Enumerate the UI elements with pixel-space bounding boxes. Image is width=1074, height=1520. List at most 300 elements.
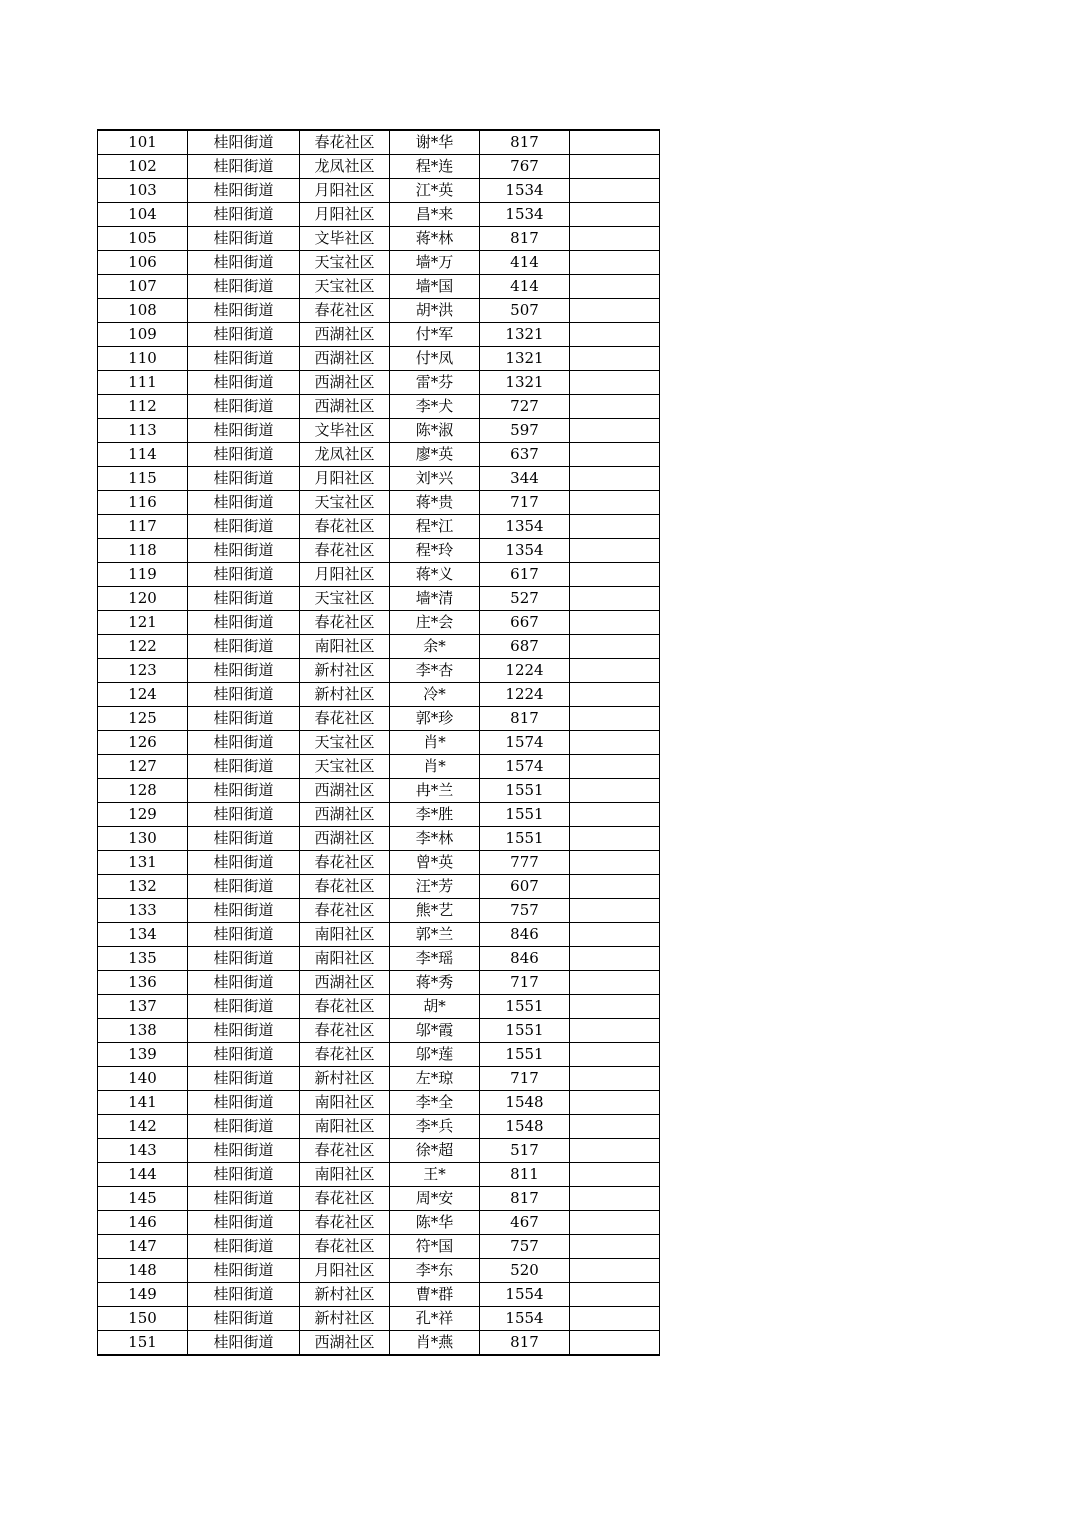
street-cell: 桂阳街道 xyxy=(188,539,300,563)
street-cell: 桂阳街道 xyxy=(188,227,300,251)
name-cell: 曹*群 xyxy=(390,1283,480,1307)
remark-cell xyxy=(570,731,660,755)
row-number-cell: 151 xyxy=(98,1331,188,1356)
table-row xyxy=(98,539,660,563)
remark-cell xyxy=(570,851,660,875)
name-cell: 蒋*林 xyxy=(390,227,480,251)
row-number-cell: 106 xyxy=(98,251,188,275)
amount-cell: 1321 xyxy=(480,347,570,371)
table-row xyxy=(98,443,660,467)
row-number-cell: 128 xyxy=(98,779,188,803)
amount-cell: 1224 xyxy=(480,659,570,683)
remark-cell xyxy=(570,563,660,587)
street-cell: 桂阳街道 xyxy=(188,563,300,587)
name-cell: 李*瑶 xyxy=(390,947,480,971)
community-cell: 天宝社区 xyxy=(300,731,390,755)
row-number-cell: 104 xyxy=(98,203,188,227)
remark-cell xyxy=(570,1211,660,1235)
street-cell: 桂阳街道 xyxy=(188,1139,300,1163)
street-cell: 桂阳街道 xyxy=(188,851,300,875)
remark-cell xyxy=(570,611,660,635)
name-cell: 蒋*义 xyxy=(390,563,480,587)
row-number-cell: 130 xyxy=(98,827,188,851)
name-cell: 胡* xyxy=(390,995,480,1019)
remark-cell xyxy=(570,323,660,347)
table-row xyxy=(98,419,660,443)
table-row xyxy=(98,515,660,539)
street-cell: 桂阳街道 xyxy=(188,1259,300,1283)
amount-cell: 727 xyxy=(480,395,570,419)
amount-cell: 757 xyxy=(480,899,570,923)
street-cell: 桂阳街道 xyxy=(188,731,300,755)
name-cell: 郭*珍 xyxy=(390,707,480,731)
row-number-cell: 117 xyxy=(98,515,188,539)
remark-cell xyxy=(570,130,660,155)
remark-cell xyxy=(570,275,660,299)
community-cell: 新村社区 xyxy=(300,659,390,683)
community-cell: 春花社区 xyxy=(300,875,390,899)
street-cell: 桂阳街道 xyxy=(188,1019,300,1043)
street-cell: 桂阳街道 xyxy=(188,755,300,779)
street-cell: 桂阳街道 xyxy=(188,371,300,395)
table-row xyxy=(98,299,660,323)
community-cell: 文毕社区 xyxy=(300,419,390,443)
remark-cell xyxy=(570,179,660,203)
name-cell: 付*凤 xyxy=(390,347,480,371)
row-number-cell: 146 xyxy=(98,1211,188,1235)
community-cell: 南阳社区 xyxy=(300,947,390,971)
row-number-cell: 116 xyxy=(98,491,188,515)
name-cell: 胡*洪 xyxy=(390,299,480,323)
street-cell: 桂阳街道 xyxy=(188,1067,300,1091)
table-row xyxy=(98,1139,660,1163)
row-number-cell: 124 xyxy=(98,683,188,707)
remark-cell xyxy=(570,659,660,683)
street-cell: 桂阳街道 xyxy=(188,827,300,851)
community-cell: 春花社区 xyxy=(300,1211,390,1235)
name-cell: 李*杏 xyxy=(390,659,480,683)
name-cell: 李*胜 xyxy=(390,803,480,827)
row-number-cell: 119 xyxy=(98,563,188,587)
amount-cell: 597 xyxy=(480,419,570,443)
name-cell: 熊*艺 xyxy=(390,899,480,923)
street-cell: 桂阳街道 xyxy=(188,515,300,539)
name-cell: 王* xyxy=(390,1163,480,1187)
row-number-cell: 103 xyxy=(98,179,188,203)
amount-cell: 517 xyxy=(480,1139,570,1163)
table-row xyxy=(98,803,660,827)
row-number-cell: 141 xyxy=(98,1091,188,1115)
row-number-cell: 150 xyxy=(98,1307,188,1331)
amount-cell: 846 xyxy=(480,923,570,947)
table-row xyxy=(98,130,660,155)
community-cell: 春花社区 xyxy=(300,1139,390,1163)
community-cell: 新村社区 xyxy=(300,1283,390,1307)
table-row xyxy=(98,971,660,995)
amount-cell: 1354 xyxy=(480,539,570,563)
community-cell: 西湖社区 xyxy=(300,323,390,347)
amount-cell: 1574 xyxy=(480,755,570,779)
name-cell: 冉*兰 xyxy=(390,779,480,803)
name-cell: 李*犬 xyxy=(390,395,480,419)
table-row xyxy=(98,683,660,707)
row-number-cell: 147 xyxy=(98,1235,188,1259)
table-row xyxy=(98,1091,660,1115)
name-cell: 李*兵 xyxy=(390,1115,480,1139)
community-cell: 西湖社区 xyxy=(300,1331,390,1356)
row-number-cell: 136 xyxy=(98,971,188,995)
row-number-cell: 132 xyxy=(98,875,188,899)
amount-cell: 717 xyxy=(480,971,570,995)
name-cell: 左*琼 xyxy=(390,1067,480,1091)
name-cell: 庄*会 xyxy=(390,611,480,635)
name-cell: 周*安 xyxy=(390,1187,480,1211)
amount-cell: 767 xyxy=(480,155,570,179)
remark-cell xyxy=(570,1331,660,1356)
street-cell: 桂阳街道 xyxy=(188,1115,300,1139)
table-row xyxy=(98,659,660,683)
community-cell: 春花社区 xyxy=(300,995,390,1019)
row-number-cell: 123 xyxy=(98,659,188,683)
community-cell: 西湖社区 xyxy=(300,779,390,803)
table-row xyxy=(98,995,660,1019)
table-body xyxy=(98,130,660,1355)
amount-cell: 687 xyxy=(480,635,570,659)
community-cell: 月阳社区 xyxy=(300,467,390,491)
remark-cell xyxy=(570,947,660,971)
remark-cell xyxy=(570,683,660,707)
row-number-cell: 107 xyxy=(98,275,188,299)
street-cell: 桂阳街道 xyxy=(188,395,300,419)
table-row xyxy=(98,1163,660,1187)
name-cell: 程*连 xyxy=(390,155,480,179)
table-row xyxy=(98,1235,660,1259)
row-number-cell: 115 xyxy=(98,467,188,491)
street-cell: 桂阳街道 xyxy=(188,923,300,947)
street-cell: 桂阳街道 xyxy=(188,347,300,371)
row-number-cell: 109 xyxy=(98,323,188,347)
amount-cell: 1534 xyxy=(480,179,570,203)
street-cell: 桂阳街道 xyxy=(188,1283,300,1307)
name-cell: 符*国 xyxy=(390,1235,480,1259)
community-cell: 新村社区 xyxy=(300,1067,390,1091)
amount-cell: 1321 xyxy=(480,323,570,347)
amount-cell: 607 xyxy=(480,875,570,899)
row-number-cell: 133 xyxy=(98,899,188,923)
remark-cell xyxy=(570,203,660,227)
row-number-cell: 142 xyxy=(98,1115,188,1139)
street-cell: 桂阳街道 xyxy=(188,635,300,659)
community-cell: 天宝社区 xyxy=(300,275,390,299)
data-table xyxy=(97,129,660,1356)
community-cell: 文毕社区 xyxy=(300,227,390,251)
row-number-cell: 137 xyxy=(98,995,188,1019)
table-row xyxy=(98,635,660,659)
remark-cell xyxy=(570,923,660,947)
amount-cell: 1224 xyxy=(480,683,570,707)
street-cell: 桂阳街道 xyxy=(188,443,300,467)
street-cell: 桂阳街道 xyxy=(188,587,300,611)
community-cell: 月阳社区 xyxy=(300,203,390,227)
remark-cell xyxy=(570,491,660,515)
community-cell: 春花社区 xyxy=(300,1187,390,1211)
street-cell: 桂阳街道 xyxy=(188,803,300,827)
street-cell: 桂阳街道 xyxy=(188,995,300,1019)
table-row xyxy=(98,251,660,275)
community-cell: 天宝社区 xyxy=(300,587,390,611)
name-cell: 李*林 xyxy=(390,827,480,851)
row-number-cell: 110 xyxy=(98,347,188,371)
remark-cell xyxy=(570,1307,660,1331)
remark-cell xyxy=(570,1283,660,1307)
remark-cell xyxy=(570,1019,660,1043)
community-cell: 春花社区 xyxy=(300,299,390,323)
community-cell: 春花社区 xyxy=(300,539,390,563)
table-row xyxy=(98,1211,660,1235)
name-cell: 汪*芳 xyxy=(390,875,480,899)
amount-cell: 1551 xyxy=(480,1019,570,1043)
row-number-cell: 113 xyxy=(98,419,188,443)
row-number-cell: 138 xyxy=(98,1019,188,1043)
table-row xyxy=(98,1067,660,1091)
name-cell: 冷* xyxy=(390,683,480,707)
table-row xyxy=(98,563,660,587)
street-cell: 桂阳街道 xyxy=(188,1043,300,1067)
community-cell: 春花社区 xyxy=(300,130,390,155)
remark-cell xyxy=(570,1259,660,1283)
row-number-cell: 101 xyxy=(98,130,188,155)
remark-cell xyxy=(570,1163,660,1187)
street-cell: 桂阳街道 xyxy=(188,779,300,803)
remark-cell xyxy=(570,155,660,179)
name-cell: 陈*淑 xyxy=(390,419,480,443)
remark-cell xyxy=(570,299,660,323)
row-number-cell: 122 xyxy=(98,635,188,659)
community-cell: 西湖社区 xyxy=(300,347,390,371)
table-row xyxy=(98,1259,660,1283)
amount-cell: 1548 xyxy=(480,1115,570,1139)
remark-cell xyxy=(570,371,660,395)
street-cell: 桂阳街道 xyxy=(188,203,300,227)
street-cell: 桂阳街道 xyxy=(188,179,300,203)
street-cell: 桂阳街道 xyxy=(188,251,300,275)
remark-cell xyxy=(570,515,660,539)
community-cell: 新村社区 xyxy=(300,683,390,707)
amount-cell: 344 xyxy=(480,467,570,491)
amount-cell: 717 xyxy=(480,1067,570,1091)
name-cell: 郭*兰 xyxy=(390,923,480,947)
remark-cell xyxy=(570,1235,660,1259)
community-cell: 西湖社区 xyxy=(300,971,390,995)
table-row xyxy=(98,1307,660,1331)
street-cell: 桂阳街道 xyxy=(188,1331,300,1356)
amount-cell: 757 xyxy=(480,1235,570,1259)
community-cell: 春花社区 xyxy=(300,1019,390,1043)
remark-cell xyxy=(570,635,660,659)
street-cell: 桂阳街道 xyxy=(188,467,300,491)
remark-cell xyxy=(570,467,660,491)
table-row xyxy=(98,1043,660,1067)
name-cell: 徐*超 xyxy=(390,1139,480,1163)
row-number-cell: 127 xyxy=(98,755,188,779)
community-cell: 春花社区 xyxy=(300,707,390,731)
community-cell: 南阳社区 xyxy=(300,1115,390,1139)
community-cell: 天宝社区 xyxy=(300,251,390,275)
row-number-cell: 125 xyxy=(98,707,188,731)
name-cell: 江*英 xyxy=(390,179,480,203)
name-cell: 肖* xyxy=(390,731,480,755)
community-cell: 月阳社区 xyxy=(300,1259,390,1283)
name-cell: 墙*万 xyxy=(390,251,480,275)
row-number-cell: 108 xyxy=(98,299,188,323)
table-row xyxy=(98,1331,660,1356)
row-number-cell: 102 xyxy=(98,155,188,179)
remark-cell xyxy=(570,707,660,731)
row-number-cell: 120 xyxy=(98,587,188,611)
community-cell: 西湖社区 xyxy=(300,827,390,851)
remark-cell xyxy=(570,971,660,995)
row-number-cell: 144 xyxy=(98,1163,188,1187)
remark-cell xyxy=(570,875,660,899)
row-number-cell: 139 xyxy=(98,1043,188,1067)
row-number-cell: 111 xyxy=(98,371,188,395)
street-cell: 桂阳街道 xyxy=(188,419,300,443)
community-cell: 南阳社区 xyxy=(300,635,390,659)
row-number-cell: 114 xyxy=(98,443,188,467)
amount-cell: 817 xyxy=(480,130,570,155)
amount-cell: 617 xyxy=(480,563,570,587)
name-cell: 陈*华 xyxy=(390,1211,480,1235)
amount-cell: 1551 xyxy=(480,995,570,1019)
name-cell: 李*东 xyxy=(390,1259,480,1283)
table-row xyxy=(98,755,660,779)
remark-cell xyxy=(570,395,660,419)
name-cell: 邬*霞 xyxy=(390,1019,480,1043)
name-cell: 余* xyxy=(390,635,480,659)
row-number-cell: 135 xyxy=(98,947,188,971)
table-row xyxy=(98,1019,660,1043)
amount-cell: 667 xyxy=(480,611,570,635)
name-cell: 蒋*秀 xyxy=(390,971,480,995)
name-cell: 肖*燕 xyxy=(390,1331,480,1356)
name-cell: 廖*英 xyxy=(390,443,480,467)
remark-cell xyxy=(570,779,660,803)
name-cell: 墙*清 xyxy=(390,587,480,611)
name-cell: 肖* xyxy=(390,755,480,779)
street-cell: 桂阳街道 xyxy=(188,1307,300,1331)
amount-cell: 777 xyxy=(480,851,570,875)
table-row xyxy=(98,227,660,251)
table-row xyxy=(98,779,660,803)
row-number-cell: 118 xyxy=(98,539,188,563)
amount-cell: 717 xyxy=(480,491,570,515)
table-row xyxy=(98,179,660,203)
street-cell: 桂阳街道 xyxy=(188,323,300,347)
table-row xyxy=(98,923,660,947)
amount-cell: 811 xyxy=(480,1163,570,1187)
amount-cell: 1551 xyxy=(480,779,570,803)
remark-cell xyxy=(570,995,660,1019)
street-cell: 桂阳街道 xyxy=(188,1091,300,1115)
community-cell: 西湖社区 xyxy=(300,371,390,395)
amount-cell: 817 xyxy=(480,1187,570,1211)
remark-cell xyxy=(570,227,660,251)
table-row xyxy=(98,491,660,515)
table-row xyxy=(98,587,660,611)
amount-cell: 1551 xyxy=(480,1043,570,1067)
street-cell: 桂阳街道 xyxy=(188,155,300,179)
name-cell: 程*玲 xyxy=(390,539,480,563)
row-number-cell: 112 xyxy=(98,395,188,419)
row-number-cell: 131 xyxy=(98,851,188,875)
table-row xyxy=(98,371,660,395)
row-number-cell: 126 xyxy=(98,731,188,755)
street-cell: 桂阳街道 xyxy=(188,491,300,515)
remark-cell xyxy=(570,899,660,923)
row-number-cell: 148 xyxy=(98,1259,188,1283)
amount-cell: 414 xyxy=(480,251,570,275)
row-number-cell: 140 xyxy=(98,1067,188,1091)
community-cell: 南阳社区 xyxy=(300,923,390,947)
table-row xyxy=(98,323,660,347)
remark-cell xyxy=(570,1043,660,1067)
street-cell: 桂阳街道 xyxy=(188,875,300,899)
amount-cell: 1551 xyxy=(480,827,570,851)
name-cell: 墙*国 xyxy=(390,275,480,299)
table-row xyxy=(98,467,660,491)
remark-cell xyxy=(570,827,660,851)
name-cell: 程*江 xyxy=(390,515,480,539)
amount-cell: 1574 xyxy=(480,731,570,755)
community-cell: 月阳社区 xyxy=(300,179,390,203)
row-number-cell: 105 xyxy=(98,227,188,251)
amount-cell: 637 xyxy=(480,443,570,467)
remark-cell xyxy=(570,755,660,779)
table-row xyxy=(98,1187,660,1211)
table-row xyxy=(98,899,660,923)
street-cell: 桂阳街道 xyxy=(188,683,300,707)
street-cell: 桂阳街道 xyxy=(188,947,300,971)
street-cell: 桂阳街道 xyxy=(188,1163,300,1187)
row-number-cell: 129 xyxy=(98,803,188,827)
community-cell: 天宝社区 xyxy=(300,755,390,779)
name-cell: 昌*来 xyxy=(390,203,480,227)
street-cell: 桂阳街道 xyxy=(188,1211,300,1235)
amount-cell: 817 xyxy=(480,707,570,731)
community-cell: 南阳社区 xyxy=(300,1091,390,1115)
street-cell: 桂阳街道 xyxy=(188,299,300,323)
street-cell: 桂阳街道 xyxy=(188,1187,300,1211)
amount-cell: 1548 xyxy=(480,1091,570,1115)
community-cell: 春花社区 xyxy=(300,899,390,923)
name-cell: 曾*英 xyxy=(390,851,480,875)
remark-cell xyxy=(570,587,660,611)
row-number-cell: 134 xyxy=(98,923,188,947)
table-row xyxy=(98,611,660,635)
street-cell: 桂阳街道 xyxy=(188,1235,300,1259)
amount-cell: 527 xyxy=(480,587,570,611)
street-cell: 桂阳街道 xyxy=(188,130,300,155)
amount-cell: 846 xyxy=(480,947,570,971)
table-row xyxy=(98,347,660,371)
remark-cell xyxy=(570,347,660,371)
name-cell: 李*全 xyxy=(390,1091,480,1115)
name-cell: 刘*兴 xyxy=(390,467,480,491)
community-cell: 龙凤社区 xyxy=(300,443,390,467)
community-cell: 西湖社区 xyxy=(300,803,390,827)
row-number-cell: 149 xyxy=(98,1283,188,1307)
street-cell: 桂阳街道 xyxy=(188,707,300,731)
